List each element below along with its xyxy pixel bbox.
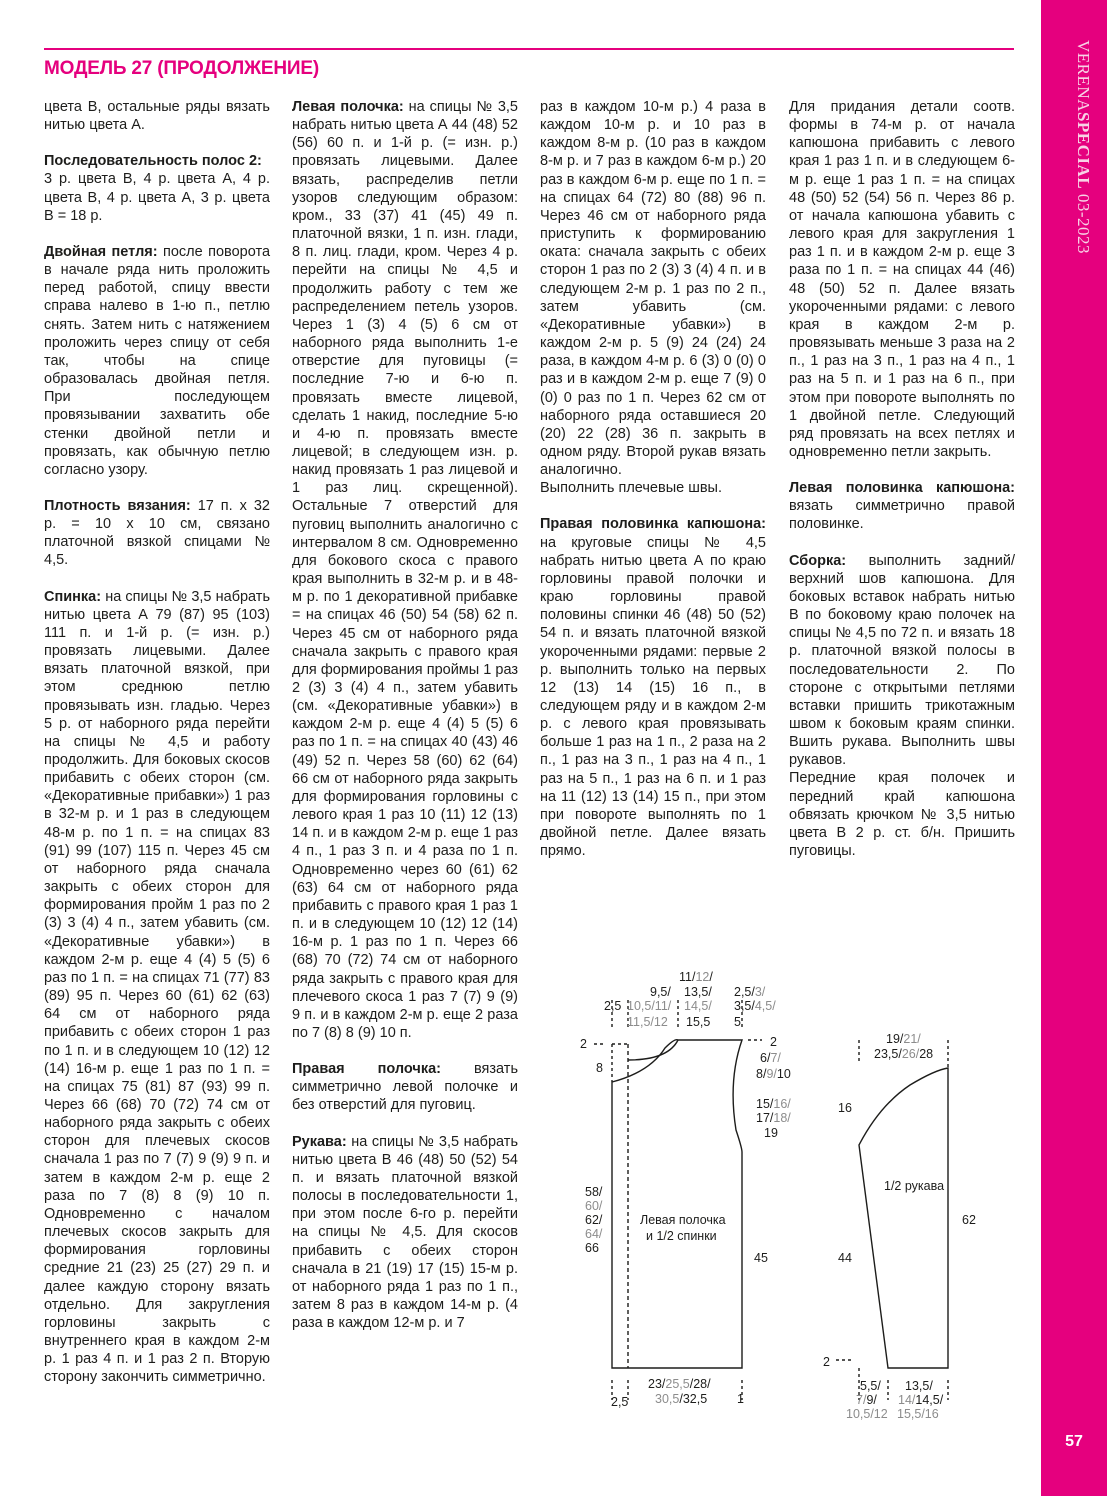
paragraph: Для придания детали соотв. формы в 74-м р. от начала капюшона прибавить с левого края 1 раз 1 п. и в следующем 6-м р. еще 1 раз 1 п. = на спицах 48 (50) 52 (54) 56 п. Через 86 р. от начала капюшона убавить с левого края для закругления 1 раз 1 п. и в каждом 2-м р. еще 3 раза по 1 п. = на спицах 44 (46) 48 (50) 52 п. Далее вязать укороченными рядами: с левого края в каждом 2-м р. провязывать меньше 3 раза на 2 п., 1 раз на 3 п., 1 раз на 4 п., 1 раз на 5 п. и 1 раз на 6 п., при этом при повороте выполнять по 1 двойной петле. Следующий ряд провязать на всех петлях и одновременно петли закрыть. — [789, 99, 1015, 460]
dim-label: 8/9/10 — [756, 1067, 791, 1081]
paragraph: Правая полочка: вязать симметрично левой полочке и без отверстий для пуговиц. — [292, 1061, 518, 1114]
page-title: МОДЕЛЬ 27 (ПРОДОЛЖЕНИЕ) — [44, 58, 319, 79]
dim-label: 2 — [580, 1037, 587, 1051]
dim-label: 19 — [764, 1126, 778, 1140]
dim-label: 17/18/ — [756, 1111, 791, 1125]
paragraph: Спинка: на спицы № 3,5 набрать нитью цвета А 79 (87) 95 (103) 111 п. и 1-й р. (= изн. р.) провязать лицевыми. Далее вязать платочной вязкой, при этом среднюю петлю провязывать изн. гладью. Через 5 р. от наборного ряда перейти на спицы № 4,5 и работу продолжить. Для боковых скосов прибавить с обеих сторон (см. «Декоративные прибавки») 1 раз в 32-м р. и 1 раз в следующем 48-м р. по 1 п. = на спицах 83 (91) 99 (107) 115 п. Через 45 см от наборного ряда сначала закрыть с обеих сторон для формирования пройм 1 раз по 2 (3) 3 (4) 4 п., затем убавить (см. «Декоративные убавки») в каждом 2-м р. еще 4 (4) 5 (5) 6 раз по 1 п. = на спицах 71 (77) 83 (89) 95 п. Через 60 (61) 62 (63) 64 см от наборного ряда прибавить с обеих сторон 1 раз по 1 п. и в следующем 10 (12) 12 (14) 16-м р. еще 1 раз по 1 п. = на спицах 75 (81) 87 (93) 99 п. Через 66 (68) 70 (72) 74 см от наборного ряда закрыть с обеих сторон для плечевых скосов сначала 1 раз по 7 (7) 9 (9) 9 п. и затем в каждом 2-м р. еще 2 раза по 7 (8) 8 (9) 10 п. Одновременно с началом плечевых скосов закрыть для формирования горловины средние 21 (23) 25 (27) 29 п. и далее каждую сторону вязать отдельно. Для закругления горловины закрыть с внутреннего края в каждом 2-м р. 1 раз 4 п. и 1 раз 2 п. Вторую сторону закончить симметрично. — [44, 588, 270, 1386]
paragraph: цвета В, остальные ряды вязать нитью цвета А. — [44, 99, 270, 134]
dim-label: 2 — [770, 1035, 777, 1049]
sleeve-outline — [859, 1068, 948, 1368]
dim-label: 62 — [962, 1213, 976, 1227]
paragraph: Последовательность полос 2: 3 р. цвета В, 4 р. цвета А, 4 р. цвета В, 4 р. цвета А, 3 р. цвета В = 18 р. — [44, 153, 270, 224]
dim-label: 62/ — [585, 1213, 603, 1227]
paragraph: раз в каждом 10-м р.) 4 раза в каждом 10-м р. и 10 раз в каждом 8-м р. (10 раз в каждом 8-м р. и 7 раз в каждом 6-м р.) 20 раз в каждом 6-м р. еще по 1 п. = на спицах 64 (72) 80 (88) 96 п. Через 46 см от наборного ряда приступить к формированию оката: сначала закрыть с обеих сторон 1 раз по 2 (3) 3 (4) 4 п. и в следующем 2-м р. 1 раз по 2 п., затем убавить (см. «Декоративные убавки») в каждом 2-м р. 5 (9) 24 (24) 24 раза, в каждом 4-м р. 6 (3) 0 (0) 0 раз и в каждом 2-м р. еще 7 (9) 0 (0) 0 раз по 1 п. Через 62 см от наборного ряда оставшиеся 20 (20) 22 (28) 36 п. закрыть в одном ряду. Второй рукав вязать аналогично. — [540, 99, 766, 479]
dim-label: 9,5/ — [650, 985, 671, 999]
paragraph: Левая половинка капюшона: вязать симметрично правой половинке. — [789, 480, 1015, 533]
brand-issue: VERENASPECIAL 03-2023 — [1074, 40, 1093, 255]
dim-label: 16 — [838, 1101, 852, 1115]
paragraph: Правая половинка капюшона: на круговые спицы № 4,5 набрать нитью цвета А по краю горловины правой полочки и краю горловины правой половины спинки 46 (48) 50 (52) 54 п. и вязать платочной вязкой укороченными рядами: первые 2 р. выполнить только на первых 12 (13) 14 (15) 16 п., в следующем ряду и в каждом 2-м р. с левого края провязывать больше 1 раз на 1 п., 2 раза на 2 п., 1 раз на 3 п., 1 раз на 4 п., 1 раз на 5 п., 1 раз на 6 п. и 1 раз на 11 (12) 13 (14) 15 п., при этом при повороте выполнять по 1 двойной петле. Далее вязать прямо. — [540, 516, 766, 860]
dim-label: 11/12/ — [679, 970, 713, 984]
heading: Левая половинка капюшона: — [789, 480, 1015, 497]
paragraph: Сборка: выполнить задний/верхний шов капюшона. Для боковых вставок набрать нитью В по боковому краю полочек на спицы № 4,5 по 72 п. и вязать 18 р. платочной вязкой полосы в последовательности 2. По стороне с открытыми петлями вставки пришить трикотажным швом к боковым краям спинки. Вшить рукава. Выполнить швы рукавов. — [789, 552, 1015, 769]
dim-label: 1 — [737, 1392, 744, 1406]
heading: Двойная петля: — [44, 243, 158, 260]
dim-label: 30,5/32,5 — [655, 1392, 708, 1406]
dim-label: 13,5/ — [905, 1379, 933, 1393]
dim-label: 2,5 — [611, 1395, 629, 1409]
dim-label: 15,5/16 — [897, 1407, 939, 1421]
paragraph: Выполнить плечевые швы. — [540, 480, 723, 497]
dim-label: 44 — [838, 1251, 852, 1265]
paragraph: Левая полочка: на спицы № 3,5 набрать нитью цвета А 44 (48) 52 (56) 60 п. и 1-й р. (= изн. р.) провязать лицевыми. Далее вязать, распределив петли узоров следующим образом: кром., 33 (37) 41 (45) 49 п. платочной вязки, 1 п. изн. глади, 8 п. лиц. глади, кром. Через 4 р. перейти на спицы № 4,5 и продолжить работу с тем же распределением петель узоров. Через 1 (3) 4 (5) 6 см от наборного ряда выполнить 1-е отверстие для пуговицы (= последние 7-ю и 6-ю п. провязать вместе лицевой, сделать 1 накид, последние 5-ю и 4-ю п. провязать вместе лицевой; в следующем изн. р. накид провязать 1 раз лицевой и 1 раз лиц. скрещенной). Остальные 7 отверстий для пуговиц выполнить аналогично с интервалом 8 см. Одновременно для бокового скоса с правого края выполнить в 32-м р. и в 48-м р. по 1 декоративной прибавке = на спицах 46 (50) 54 (58) 62 п. Через 45 см от наборного ряда сначала закрыть с правого края для формирования проймы 1 раз 2 (3) 3 (4) 4 п., затем убавить (см. «Декоративные убавки») в каждом 2-м р. еще 4 (4) 5 (5) 6 раз по 1 п. = на спицах 40 (43) 46 (49) 52 п. Через 58 (60) 62 (64) 66 см от наборного ряда закрыть для формирования горловины с левого края 1 раз 10 (11) 12 (13) 14 п. и в каждом 2-м р. еще 1 раз 4 п., 1 раз 3 п. и 4 раза по 1 п. Одновременно через 60 (61) 62 (63) 64 см от наборного ряда прибавить с правого края 1 раз 1 п. и в следующем 10 (12) 12 (14) 16-м р. 1 раз по 1 п. Через 66 (68) 70 (72) 74 см от наборного ряда закрыть с правого края для плечевого скоса 1 раз 7 (7) 9 (9) 9 п. и в каждом 2-м р. еще 2 раза по 7 (8) 8 (9) 10 п. — [292, 99, 519, 1041]
paragraph: Плотность вязания: 17 п. х 32 р. = 10 х 10 см, связано платочной вязкой спицами № 4,5. — [44, 497, 270, 569]
dim-label: 19/21/ — [886, 1032, 921, 1046]
dim-label: 10,5/11/ — [627, 999, 672, 1013]
dim-label: 58/ — [585, 1185, 603, 1199]
dim-label: 8 — [596, 1061, 603, 1075]
text-column-4 — [789, 98, 1015, 878]
paragraph: Двойная петля: после поворота в начале ряда нить проложить перед работой, спицу ввести справа налево в 1-ю п., петлю снять. Затем нить с натяжением проложить через спицу от себя так, чтобы на спице образовалась двойная петля. При последующем провязывании захватить обе стенки двойной петли и провязать, как обычную петлю согласно узору. — [44, 243, 271, 478]
heading: Правая полочка: — [292, 1061, 441, 1078]
paragraph: Рукава: на спицы № 3,5 набрать нитью цвета В 46 (48) 50 (52) 54 п. и вязать платочной вязкой полосы в последовательности 1, при этом после 6-го р. перейти на спицы № 4,5. Для скосов прибавить с обеих сторон сначала в 21 (19) 17 (15) 15-м р. от наборного ряда 1 раз по 1 п., затем 8 раз в каждом 14-м р. (4 раза в каждом 12-м р. и 7 — [292, 1133, 518, 1332]
sleeve-label: 1/2 рукава — [884, 1179, 945, 1193]
heading: Спинка: — [44, 588, 102, 605]
heading: Последовательность полос 2: — [44, 153, 262, 170]
dim-label: 15/16/ — [756, 1097, 791, 1111]
heading: Правая половинка капюшона: — [540, 516, 766, 533]
dim-label: 3,5/4,5/ — [734, 999, 776, 1013]
heading: Рукава: — [292, 1133, 347, 1150]
header-rule — [44, 48, 1014, 50]
pattern-schematic — [560, 960, 1000, 1430]
dim-label: 64/ — [585, 1227, 603, 1241]
text-column-3 — [540, 98, 766, 878]
heading: Сборка: — [789, 552, 847, 569]
heading: Левая полочка: — [292, 99, 404, 115]
body-label-1: Левая полочка — [640, 1213, 726, 1227]
dim-label: 60/ — [585, 1199, 603, 1213]
body-label-2: и 1/2 спинки — [646, 1229, 717, 1243]
heading: Плотность вязания: — [44, 497, 191, 514]
paragraph: Передние края полочек и передний край капюшона обвязать крючком № 3,5 нитью цвета В 2 р. ст. б/н. Пришить пуговицы. — [789, 770, 1015, 860]
dim-label: 14,5/ — [684, 999, 712, 1013]
dim-label: 10,5/12 — [846, 1407, 888, 1421]
dim-label: 7/9/ — [856, 1393, 877, 1407]
dim-label: 23/25,5/28/ — [648, 1377, 711, 1391]
dim-label: 6/7/ — [760, 1051, 781, 1065]
dim-label: 13,5/ — [684, 985, 712, 999]
dim-label: 45 — [754, 1251, 768, 1265]
dim-label: 66 — [585, 1241, 599, 1255]
body-outline — [612, 1040, 742, 1368]
dim-label: 23,5/26/28 — [874, 1047, 934, 1061]
dim-label: 2,5 — [604, 999, 622, 1013]
dim-label: 14/14,5/ — [898, 1393, 944, 1407]
dim-label: 2,5/3/ — [734, 985, 766, 999]
magazine-sidebar — [1041, 0, 1107, 1496]
dim-label: 11,5/12 — [627, 1015, 668, 1029]
dim-label: 15,5 — [686, 1015, 711, 1029]
dim-label: 5,5/ — [860, 1379, 881, 1393]
page-number: 57 — [1065, 1433, 1083, 1450]
dim-label: 5 — [734, 1015, 741, 1029]
dim-label: 2 — [823, 1355, 830, 1369]
text-column-2 — [292, 98, 518, 1350]
text-column-1 — [44, 98, 270, 1404]
